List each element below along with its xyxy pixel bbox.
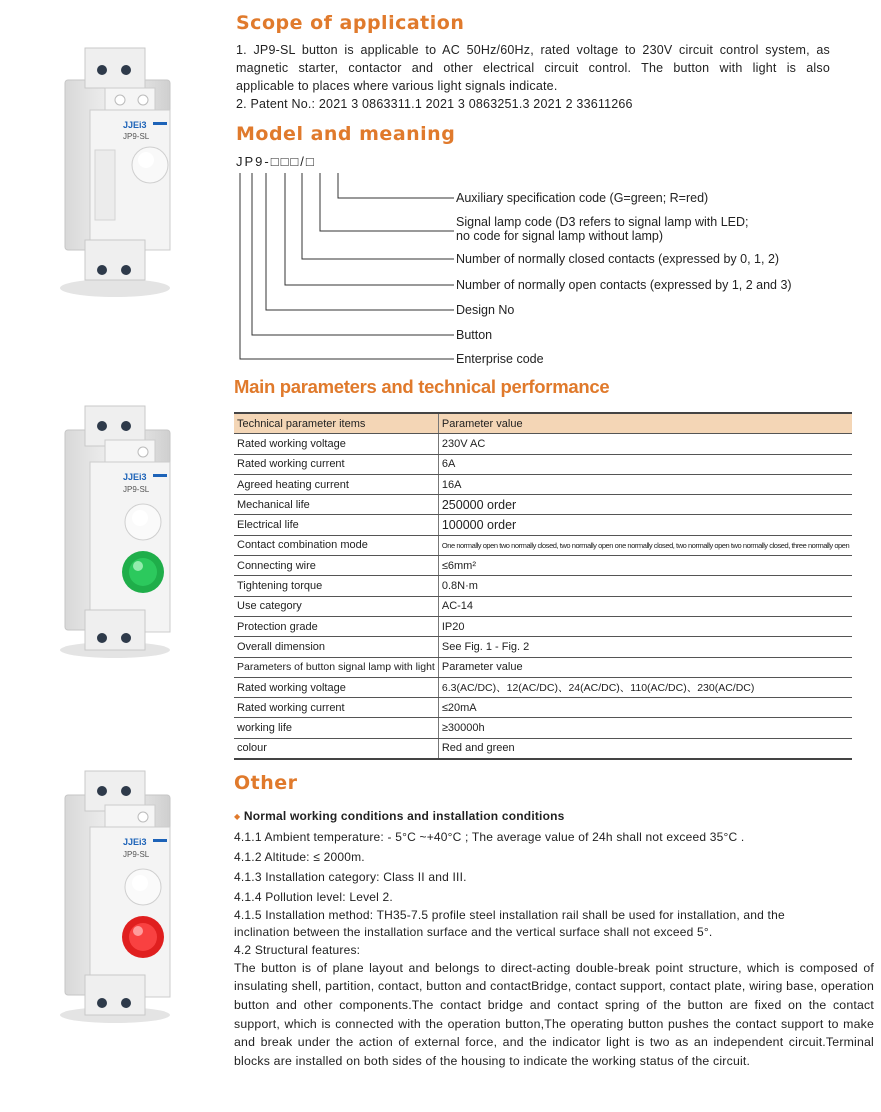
- table-row: [234, 718, 852, 738]
- model-label-enterprise: Enterprise code: [456, 352, 544, 366]
- table-row: [234, 495, 852, 515]
- table-cell: Tightening torque: [234, 576, 438, 596]
- table-cell: See Fig. 1 - Fig. 2: [438, 637, 852, 657]
- table-cell: 250000 order: [438, 495, 852, 515]
- model-label-signal-lamp-2: no code for signal lamp without lamp): [456, 229, 664, 243]
- table-cell: 6.3(AC/DC)、12(AC/DC)、24(AC/DC)、110(AC/DC)、230(AC/DC): [438, 677, 852, 697]
- table-row: [234, 556, 852, 576]
- params-table: [234, 412, 852, 760]
- table-cell: 230V AC: [438, 434, 852, 454]
- other-heading: Other: [234, 772, 298, 794]
- scope-heading: Scope of application: [236, 12, 465, 34]
- table-cell: Parameters of button signal lamp with light: [234, 657, 438, 677]
- table-cell: Connecting wire: [234, 556, 438, 576]
- svg-text:JJEi3: JJEi3: [123, 120, 147, 130]
- table-row: [234, 637, 852, 657]
- table-cell: 16A: [438, 474, 852, 494]
- diamond-bullet-icon: ◆: [234, 811, 241, 821]
- other-line-1: 4.1.1 Ambient temperature: - 5°C ~+40°C ; The average value of 24h shall not exceed 35°C .: [234, 829, 745, 844]
- table-header-cell: Technical parameter items: [234, 413, 438, 434]
- table-row: [234, 616, 852, 636]
- table-cell: ≥30000h: [438, 718, 852, 738]
- svg-text:JP9-SL: JP9-SL: [123, 132, 150, 141]
- table-cell: Agreed heating current: [234, 474, 438, 494]
- table-row: [234, 474, 852, 494]
- other-section: [234, 806, 874, 1070]
- scope-p2: 2. Patent No.: 2021 3 0863311.1 2021 3 0863251.3 2021 2 33611266: [236, 97, 633, 111]
- table-row: [234, 738, 852, 759]
- table-cell: Red and green: [438, 738, 852, 759]
- other-line-5a: 4.1.5 Installation method: TH35-7.5 profile steel installation rail shall be used for installation, and the: [234, 907, 785, 922]
- table-header-row: [234, 413, 852, 434]
- table-cell: Rated working voltage: [234, 677, 438, 697]
- other-paragraph: The button is of plane layout and belongs to direct-acting double-break point structure, which is composed of insulating shell, partition, contact, button and contactBridge, contact support, contact plate, wiring base, operation button and other components.The contact bridge and contact spring of the button are fixed on the contact support, which is connected with the operation button,The operating button pushes the contact support to make and break under the action of external force, and the indicator light is two as an independent circuit.Terminal blocks are installed on both sides of the housing to indicate the working status of the circuit.: [234, 960, 874, 1068]
- other-subhead-row: [234, 806, 874, 827]
- table-cell: Rated working voltage: [234, 434, 438, 454]
- svg-text:JP9-SL: JP9-SL: [123, 485, 150, 494]
- table-cell: 100000 order: [438, 515, 852, 535]
- table-cell: working life: [234, 718, 438, 738]
- table-cell: Overall dimension: [234, 637, 438, 657]
- table-cell: ≤6mm²: [438, 556, 852, 576]
- table-row: [234, 434, 852, 454]
- table-row: [234, 576, 852, 596]
- table-cell: Use category: [234, 596, 438, 616]
- table-row: [234, 677, 852, 697]
- svg-text:JJEi3: JJEi3: [123, 837, 147, 847]
- table-row: [234, 454, 852, 474]
- other-line-4: 4.1.4 Pollution level: Level 2.: [234, 889, 393, 904]
- other-line-5b: inclination between the installation surface and the vertical surface shall not exceed 5°.: [234, 924, 713, 939]
- model-label-design: Design No: [456, 303, 515, 317]
- model-diagram-lines: [230, 168, 460, 368]
- product-image-plain: [55, 40, 185, 300]
- params-heading: Main parameters and technical performance: [234, 376, 610, 397]
- table-cell: Protection grade: [234, 616, 438, 636]
- table-cell: Mechanical life: [234, 495, 438, 515]
- table-cell: IP20: [438, 616, 852, 636]
- table-header-cell: Parameter value: [438, 413, 852, 434]
- other-subhead: Normal working conditions and installation conditions: [243, 809, 565, 823]
- model-label-auxiliary: Auxiliary specification code (G=green; R=red): [456, 191, 709, 205]
- other-line-6: 4.2 Structural features:: [234, 942, 361, 957]
- table-row: [234, 657, 852, 677]
- table-cell: One normally open two normally closed, two normally open one normally closed, two normally open two normally closed, three normally open: [438, 535, 852, 555]
- model-heading: Model and meaning: [236, 123, 456, 145]
- scope-text: [236, 41, 830, 113]
- model-label-signal-lamp: Signal lamp code (D3 refers to signal lamp with LED;: [456, 215, 749, 229]
- product-image-red: [55, 765, 185, 1025]
- svg-text:JJEi3: JJEi3: [123, 472, 147, 482]
- scope-p1-line1: 1. JP9-SL button is applicable to AC 50Hz/60Hz, rated voltage to 230V circuit control system, as: [236, 43, 830, 57]
- table-cell: Contact combination mode: [234, 535, 438, 555]
- table-cell: AC-14: [438, 596, 852, 616]
- table-cell: Parameter value: [438, 657, 852, 677]
- table-row: [234, 596, 852, 616]
- svg-text:JP9-SL: JP9-SL: [123, 850, 150, 859]
- model-label-nc: Number of normally closed contacts (expressed by 0, 1, 2): [456, 252, 780, 266]
- table-cell: 6A: [438, 454, 852, 474]
- model-label-no: Number of normally open contacts (expressed by 1, 2 and 3): [456, 278, 792, 292]
- table-row: [234, 698, 852, 718]
- table-cell: colour: [234, 738, 438, 759]
- model-code: JP9-□□□/□: [236, 154, 316, 169]
- table-cell: Rated working current: [234, 454, 438, 474]
- table-cell: ≤20mA: [438, 698, 852, 718]
- table-row: [234, 515, 852, 535]
- table-cell: 0.8N·m: [438, 576, 852, 596]
- product-image-green: [55, 400, 185, 660]
- table-cell: Electrical life: [234, 515, 438, 535]
- scope-p1-line2: magnetic starter, contactor and other electrical circuit control. The button with light is also: [236, 61, 830, 75]
- table-cell: Rated working current: [234, 698, 438, 718]
- scope-p1-line3: applicable to places where various light signals indicate.: [236, 79, 558, 93]
- table-row: [234, 535, 852, 555]
- other-line-3: 4.1.3 Installation category: Class II and III.: [234, 869, 467, 884]
- other-line-2: 4.1.2 Altitude: ≤ 2000m.: [234, 849, 365, 864]
- model-label-button: Button: [456, 328, 493, 342]
